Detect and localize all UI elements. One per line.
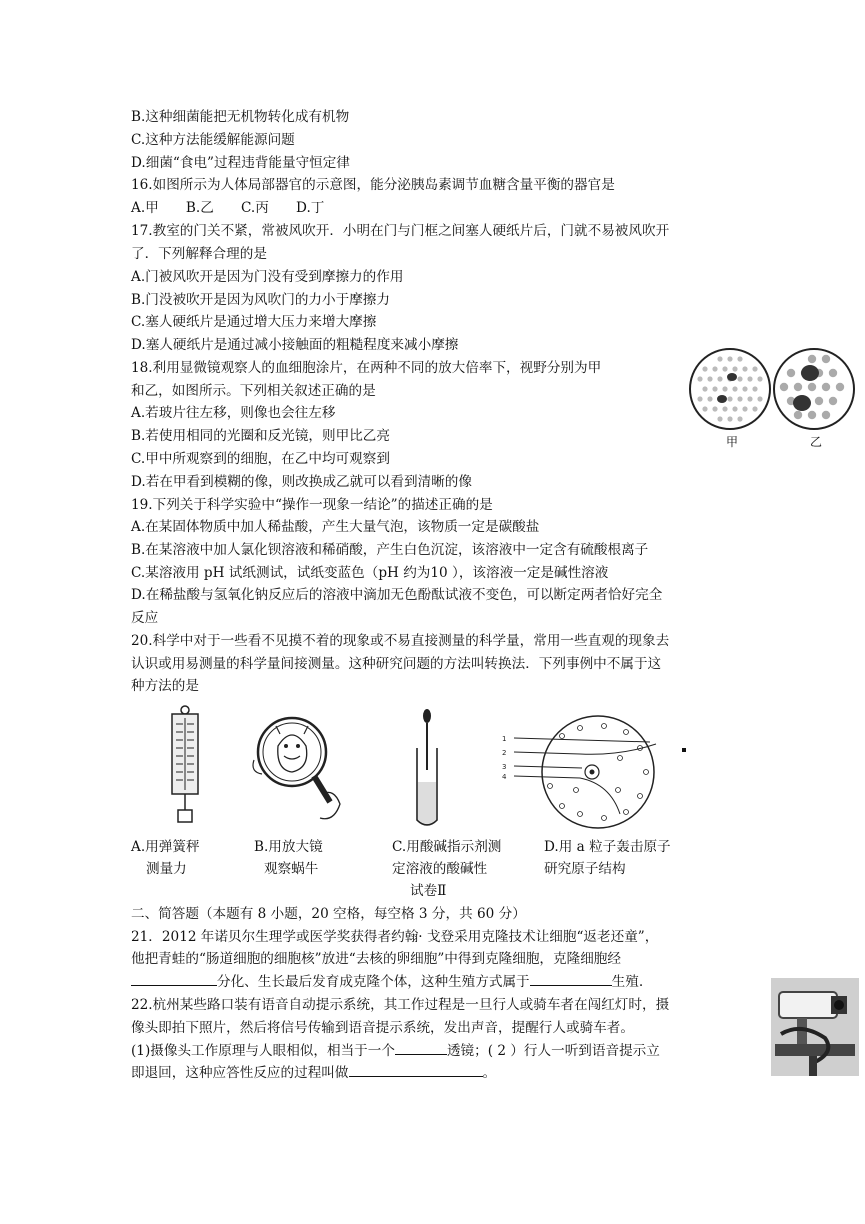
caption-a-line2: 测量力 [146, 861, 187, 877]
text-line: D.塞人硬纸片是通过减小接触面的粗糙程度来减小摩擦 [131, 337, 459, 353]
text-line: A.门被风吹开是因为门没有受到摩擦力的作用 [131, 269, 404, 285]
q22-line4-text-a: 即退回，这种应答性反应的过程叫做 [131, 1065, 349, 1081]
answer-blank-3[interactable] [395, 1040, 447, 1055]
test-tube-figure [412, 708, 442, 830]
field-label-yi: 乙 [810, 435, 823, 449]
caption-b-line2: 观察蜗牛 [264, 861, 319, 877]
text-line: 16.如图所示为人体局部器官的示意图，能分泌胰岛素调节血糖含量平衡的器官是 [131, 177, 615, 193]
text-line: 20.科学中对于一些看不见摸不着的现象或不易直接测量的科学量，常用一些直观的现象去 [131, 633, 670, 649]
caption-d-line2: 研究原子结构 [544, 861, 626, 877]
caption-b-line1: B.用放大镜 [254, 839, 323, 855]
text-line: 反应 [131, 610, 159, 626]
beam-label-4: 4 [502, 773, 507, 781]
beam-label-1: 1 [502, 735, 507, 743]
traffic-camera-photo [771, 978, 859, 1076]
q22-line3 [131, 1040, 660, 1062]
q22-line3-text-a: (1)摄像头工作原理与人眼相似，相当于一个 [131, 1043, 395, 1059]
text-line: 认识或用易测量的科学量间接测量。这种研究问题的方法叫转换法．下列事例中不属于这 [131, 656, 662, 672]
text-line: C.甲中所观察到的细胞，在乙中均可观察到 [131, 451, 390, 467]
answer-blank-1[interactable] [131, 971, 217, 986]
q21-line1: 21．2012 年诺贝尔生理学或医学奖获得者约翰· 戈登采用克隆技术让细胞“返老还童”， [131, 929, 659, 945]
text-line: 种方法的是 [131, 678, 199, 694]
answer-blank-4[interactable] [349, 1062, 483, 1077]
q22-line3-text-b: 透镜；( 2 ）行人一听到语音提示立 [446, 1043, 660, 1059]
text-line: A.若玻片往左移，则像也会往左移 [131, 405, 336, 421]
magnifier-snail-icon [248, 710, 344, 828]
text-line: 了．下列解释合理的是 [131, 246, 267, 262]
magnifier-figure [248, 710, 344, 828]
microscope-figure [684, 345, 860, 455]
caption-d-line1: D.用 a 粒子轰击原子 [544, 839, 671, 855]
q21-line3-text-a: 分化、生长最后发育成克隆个体，这种生殖方式属于 [217, 974, 530, 990]
spring-scale-icon [160, 704, 210, 828]
caption-c-line2: 定溶液的酸碱性 [392, 861, 488, 877]
spring-scale-figure [160, 704, 210, 828]
beam-label-3: 3 [502, 763, 507, 771]
text-line: C.某溶液用 pH 试纸测试，试纸变蓝色（pH 约为10 ），该溶液一定是碱性溶液 [131, 565, 609, 581]
text-line: B.门没被吹开是因为风吹门的力小于摩擦力 [131, 292, 390, 308]
field-label-jia: 甲 [726, 435, 739, 449]
dropper-test-tube-icon [412, 708, 442, 830]
text-line: A.在某固体物质中加人稀盐酸，产生大量气泡，该物质一定是碳酸盐 [131, 519, 540, 535]
stray-mark [682, 748, 686, 752]
text-line: B.这种细菌能把无机物转化成有机物 [131, 109, 350, 125]
q21-line3-text-b: 生殖. [611, 974, 644, 990]
text-line: C.这种方法能缓解能源问题 [131, 132, 295, 148]
paper-title: 试卷Ⅱ [410, 883, 447, 899]
text-line: 19.下列关于科学实验中“操作一现象一结论”的描述正确的是 [131, 497, 493, 513]
caption-a-line1: A.用弹簧秤 [131, 839, 200, 855]
text-line: 和乙，如图所示。下列相关叙述正确的是 [131, 383, 376, 399]
beam-label-2: 2 [502, 749, 507, 757]
surveillance-camera-icon [771, 978, 859, 1076]
q22-line1: 22.杭州某些路口装有语音自动提示系统，其工作过程是一旦行人或骑车者在闯红灯时，摄 [131, 997, 670, 1013]
q22-line4-text-b: 。 [482, 1065, 497, 1081]
text-line: A.甲 B.乙 C.丙 D.丁 [131, 200, 325, 216]
text-line: D.细菌“食电”过程违背能量守恒定律 [131, 155, 350, 171]
alpha-scattering-figure [500, 714, 662, 830]
text-line: 18.利用显微镜观察人的血细胞涂片，在两种不同的放大倍率下，视野分别为甲 [131, 360, 602, 376]
text-line: 17.教室的门关不紧，常被风吹开．小明在门与门框之间塞人硬纸片后，门就不易被风吹开 [131, 223, 670, 239]
text-line: B.若使用相同的光圈和反光镜，则甲比乙亮 [131, 428, 390, 444]
q22-line2: 像头即拍下照片，然后将信号传输到语音提示系统，发出声音，提醒行人或骑车者。 [131, 1020, 634, 1036]
text-line: C.塞人硬纸片是通过增大压力来增大摩擦 [131, 314, 377, 330]
atom-scattering-icon [500, 714, 662, 830]
section-title: 二、简答题（本题有 8 小题，20 空格，每空格 3 分，共 60 分） [131, 906, 526, 922]
text-line: D.在稀盐酸与氢氧化钠反应后的溶液中滴加无色酚酞试液不变色，可以断定两者恰好完全 [131, 587, 663, 603]
caption-c-line1: C.用酸碱指示剂测 [392, 839, 502, 855]
blood-cell-fields-icon [684, 345, 860, 455]
text-line: B.在某溶液中加人氯化钡溶液和稀硝酸，产生白色沉淀，该溶液中一定含有硫酸根离子 [131, 542, 649, 558]
answer-blank-2[interactable] [530, 971, 612, 986]
q22-line4 [131, 1062, 496, 1084]
q21-line2: 他把青蛙的“肠道细胞的细胞核”放进“去核的卵细胞”中得到克隆细胞，克隆细胞经 [131, 951, 621, 967]
text-line: D.若在甲看到模糊的像，则改换成乙就可以看到清晰的像 [131, 474, 472, 490]
q21-line3 [131, 971, 643, 993]
